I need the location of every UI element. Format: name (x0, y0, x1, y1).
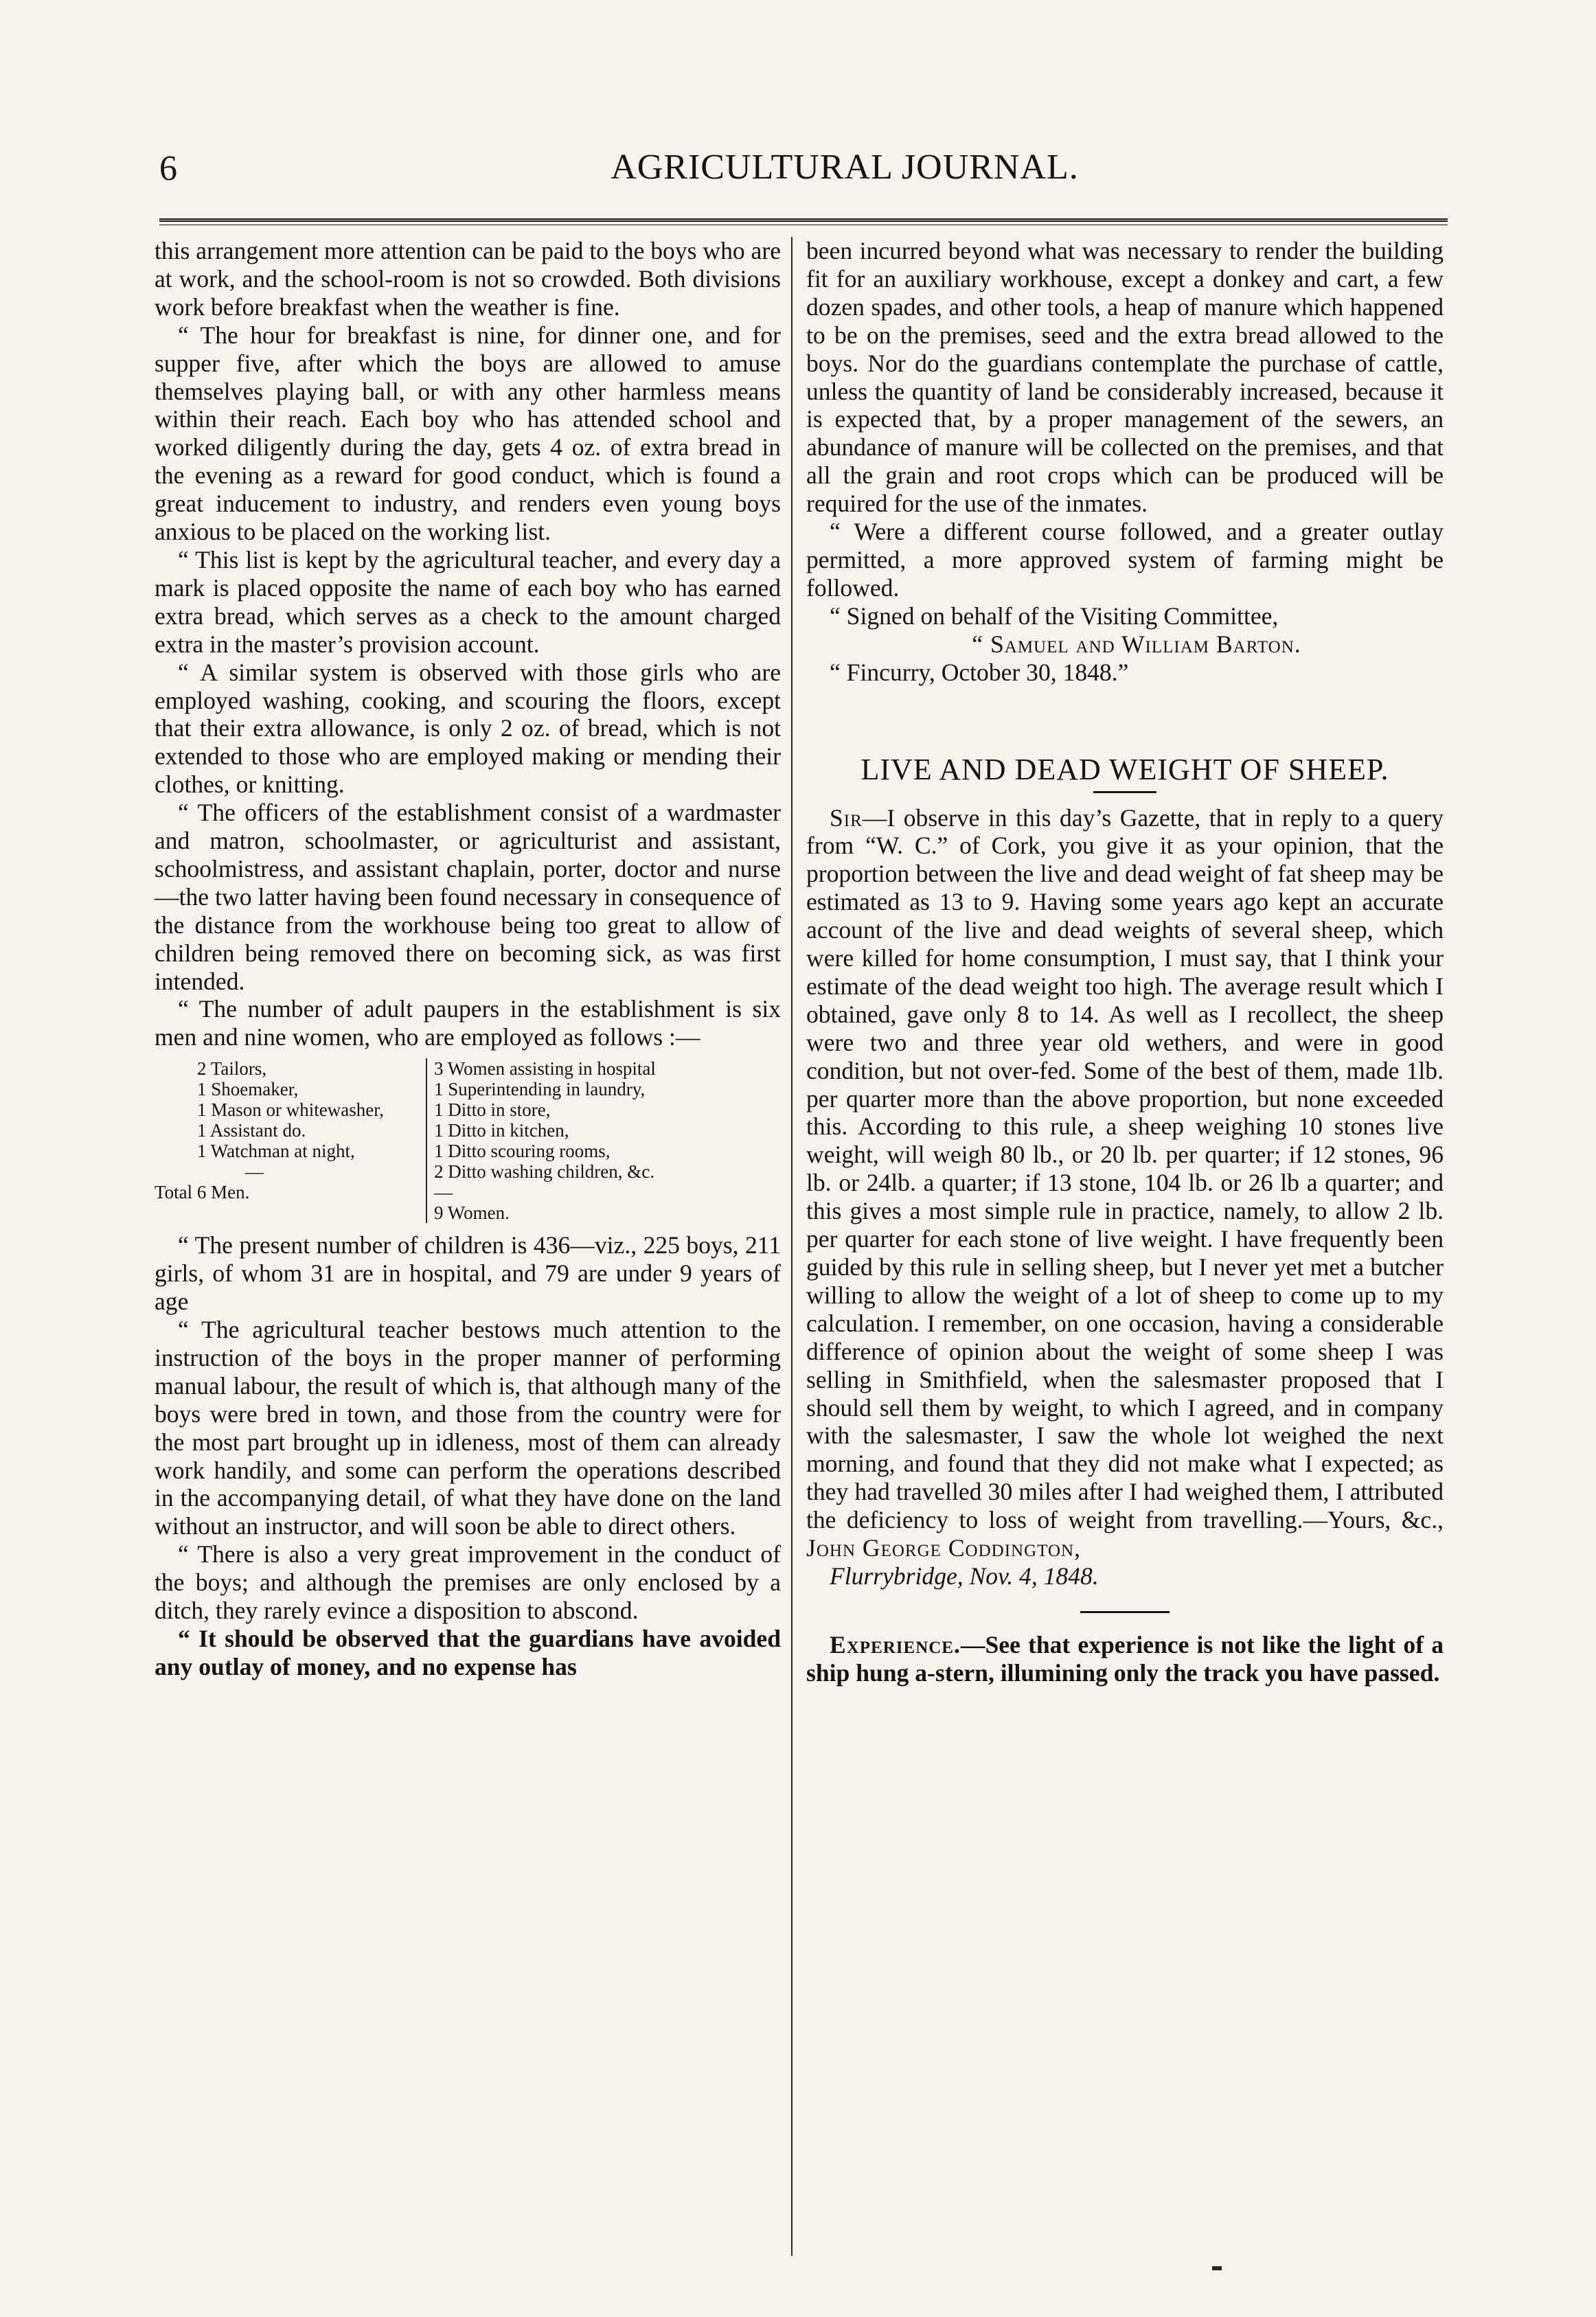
staff-women-item: 2 Ditto washing children, &c. (434, 1161, 654, 1183)
paragraph: “ The hour for breakfast is nine, for dinner one, and for supper five, after which the boys are allowed to amuse themselves playing ball, or with any other harmless means within their reach. Each boy who has attended school and worked diligently during the day, gets 4 oz. of extra bread in the evening as a reward for good conduct, which is found a great inducement to industry, and renders even young boys anxious to be placed on the working list. (155, 321, 781, 546)
letter-salutation: Sir (830, 803, 863, 832)
paragraph: “ The agricultural teacher bestows much attention to the instruction of the boys in the proper manner of performing manual labour, the result of which is, that although many of the boys were bred in town, and those from the country were for the most part brought up in idleness, most of them can already work handily, and some can perform the operations described in the accompanying detail, of what they have done on the land without an instructor, and will soon be able to direct others. (155, 1316, 781, 1540)
maxim-lead: Experience. (830, 1630, 961, 1658)
left-column (155, 237, 781, 1681)
letter-text: —I observe in this day’s Gazette, that in reply to a query from “W. C.” of Cork, you give it as your opinion, that the proportion between the live and dead weight of fat sheep may be estimated as 13 to 9. Having some years ago kept an accurate account of the live and dead weights of several sheep, which were killed for home consumption, I must say, that I think your estimate of the dead weight too high. The average result which I obtained, gave only 8 to 14. As well as I recollect, the sheep were two and three year old wethers, and were in good condition, but not over-fed. Some of the best of them, made 1lb. per quarter more than the above proportion, but none exceeded this. According to this rule, a sheep weighing 10 stones live weight, will weigh 80 lb., or 20 lb. per quarter; if 12 stones, 96 lb. or 24lb. a quarter; if 13 stone, 104 lb. or 26 lb a quarter; and this gives a most simple rule in practice, namely, to allow 2 lb. per quarter for each stone of live weight. I have frequently been guided by this rule in selling sheep, but I never yet met a butcher willing to allow the weight of a lot of sheep to come up to my calculation. I remember, on one occasion, having a considerable difference of opinion about the weight of some sheep I was selling in Smithfield, when the salesmaster proposed that I should sell them by weight, to which I agreed, and in company with the salesmaster, I saw the whole lot weighed the next morning, and found that they did not make what I expected; as they had travelled 30 miles after I had weighed them, I attributed the deficiency to loss of weight from travelling.—Yours, &c., (806, 803, 1444, 1534)
article-title: LIVE AND DEAD WEIGHT OF SHEEP. (860, 752, 1389, 786)
staff-table (155, 1058, 781, 1223)
paragraph: “ This list is kept by the agricultural teacher, and every day a mark is placed opposite the name of each boy who has earned extra bread, which serves as a check to the amount charged extra in the master’s provision account. (155, 545, 781, 658)
letter-signature: John George Coddington, (806, 1534, 1081, 1562)
staff-men-item: 1 Watchman at night, (197, 1141, 355, 1162)
paragraph: “ Were a different course followed, and a greater outlay permitted, a more approved system of farming might be followed. (806, 518, 1444, 602)
staff-men-item: 2 Tailors, (197, 1058, 267, 1080)
paragraph: “ The officers of the establishment consist of a wardmaster and matron, schoolmaster, or agriculturist and assistant, schoolmistress, and assistant chaplain, porter, doctor and nurse—the two latter having been found necessary in consequence of the distance from the workhouse being too great to allow of children being removed there on becoming sick, as was first intended. (155, 799, 781, 995)
staff-dash: — (245, 1161, 264, 1183)
staff-women-item: 1 Ditto in kitchen, (434, 1120, 569, 1141)
title-rule (1093, 791, 1156, 793)
signed-line: “ Signed on behalf of the Visiting Committee, (830, 602, 1279, 630)
staff-men-item: 1 Mason or whitewasher, (197, 1099, 384, 1121)
paragraph: “ There is also a very great improvement in the conduct of the boys; and although the premises are only enclosed by a ditch, they rarely evince a disposition to abscond. (155, 1540, 781, 1625)
section-rule (1080, 1611, 1170, 1613)
page-number: 6 (159, 149, 177, 188)
staff-women-item: 3 Women assisting in hospital (434, 1058, 656, 1080)
staff-men-list (155, 1058, 426, 1223)
staff-women-total: 9 Women. (434, 1202, 510, 1224)
paragraph: been incurred beyond what was necessary to render the building fit for an auxiliary workhouse, except a donkey and cart, a few dozen spades, and other tools, a heap of manure which happened to be on the premises, seed and the extra bread allowed to the boys. Nor do the guardians contemplate the purchase of cattle, unless the quantity of land be considerably increased, because it is expected that, by a proper management of the sewers, an abundance of manure will be collected on the premises, and that all the grain and root crops which can be produced will be required for the use of the inmates. (806, 237, 1444, 518)
paragraph: “ A similar system is observed with those girls who are employed washing, cooking, and scouring the floors, except that their extra allowance, is only 2 oz. of bread, which is not extended to those who are employed making or mending their clothes, or knitting. (155, 658, 781, 799)
letter-body (806, 804, 1444, 1562)
staff-men-item: 1 Assistant do. (197, 1120, 306, 1141)
column-divider (791, 237, 793, 2256)
right-column (806, 237, 1444, 1687)
paragraph: this arrangement more attention can be paid to the boys who are at work, and the school-room is not so crowded. Both divisions work before breakfast when the weather is fine. (155, 237, 781, 321)
place-date: “ Fincurry, October 30, 1848.” (830, 658, 1129, 686)
paragraph: “ The present number of children is 436—viz., 225 boys, 211 girls, of whom 31 are in hospital, and 79 are under 9 years of age (155, 1231, 781, 1316)
maxim-text: —See that experience is not like the light of a ship hung a-stern, illumining only the track you have passed. (806, 1630, 1444, 1687)
end-mark (1212, 2266, 1222, 2270)
staff-women-item: 1 Ditto scouring rooms, (434, 1141, 611, 1162)
staff-women-item: 1 Superintending in laundry, (434, 1079, 646, 1100)
paragraph: “ It should be observed that the guardians have avoided any outlay of money, and no expense has (155, 1624, 781, 1680)
staff-men-total: Total 6 Men. (155, 1182, 250, 1203)
staff-women-list (426, 1058, 781, 1223)
staff-women-item: 1 Ditto in store, (434, 1099, 551, 1121)
signatories: “ Samuel and William Barton. (972, 630, 1301, 658)
staff-dash: — (434, 1182, 453, 1203)
maxim (806, 1631, 1444, 1687)
letter-place-date: Flurrybridge, Nov. 4, 1848. (830, 1562, 1099, 1590)
header-rule (159, 218, 1448, 225)
staff-men-item: 1 Shoemaker, (197, 1079, 299, 1100)
running-title: AGRICULTURAL JOURNAL. (611, 148, 1079, 187)
paragraph: “ The number of adult paupers in the establishment is six men and nine women, who are employed as follows :— (155, 995, 781, 1051)
